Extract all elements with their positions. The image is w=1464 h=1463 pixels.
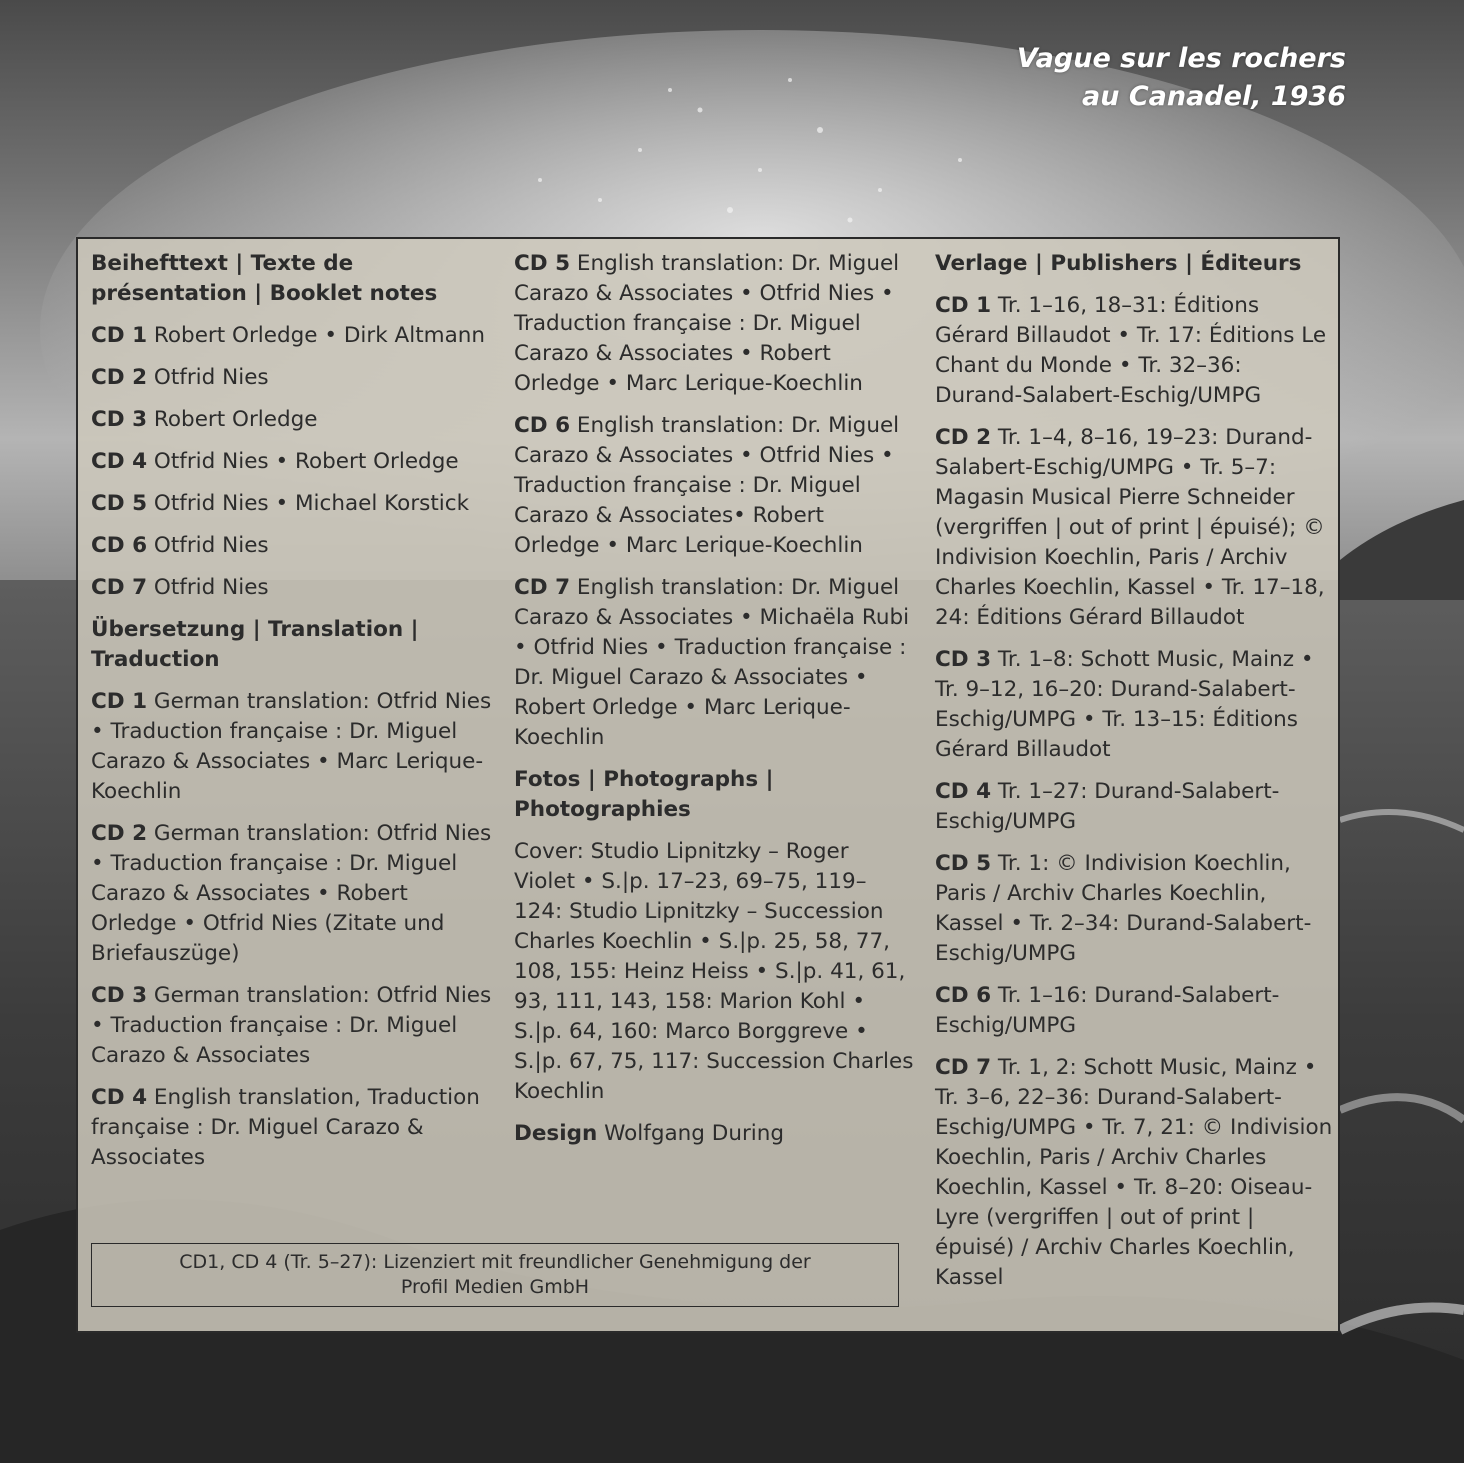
- publisher-entry: CD 2 Tr. 1–4, 8–16, 19–23: Durand-Salabert-Eschig/UMPG • Tr. 5–7: Magasin Musical Pierre Schneider (vergriffen | out of print | épuisé); © Indivision Koechlin, Paris / Archiv Charles Koechlin, Kassel • Tr. 17–18, 24: Éditions Gérard Billaudot: [935, 425, 1325, 630]
- translation-entry: CD 3 German translation: Otfrid Nies • Traduction française : Dr. Miguel Carazo & Associates: [91, 983, 492, 1068]
- credits-column-2: [514, 249, 914, 1161]
- license-line-1: CD1, CD 4 (Tr. 5–27): Lizenziert mit freundlicher Genehmigung der: [179, 1251, 811, 1273]
- credit-entry: CD 7 Otfrid Nies: [91, 575, 269, 600]
- photo-credits: Cover: Studio Lipnitzky – Roger Violet • S.|p. 17–23, 69–75, 119–124: Studio Lipnitzky – Succession Charles Koechlin • S.|p. 25, 58, 77, 108, 155: Heinz Heiss • S.|p. 41, 61, 93, 111, 143, 158: Marion Kohl • S.|p. 64, 160: Marco Borggreve • S.|p. 67, 75, 117: Succession Charles Koechlin: [514, 839, 914, 1104]
- section-heading-publishers: Verlage | Publishers | Éditeurs: [935, 251, 1302, 276]
- credit-entry: CD 6 Otfrid Nies: [91, 533, 269, 558]
- caption-line-2: au Canadel, 1936: [1081, 81, 1346, 112]
- photo-caption: [1017, 40, 1346, 116]
- translation-entry: CD 2 German translation: Otfrid Nies • Traduction française : Dr. Miguel Carazo & Associates • Robert Orledge • Otfrid Nies (Zitate und Briefauszüge): [91, 821, 492, 966]
- translation-entry: CD 4 English translation, Traduction française : Dr. Miguel Carazo & Associates: [91, 1085, 480, 1170]
- publisher-entry: CD 7 Tr. 1, 2: Schott Music, Mainz • Tr. 3–6, 22–36: Durand-Salabert-Eschig/UMPG • Tr. 7, 21: © Indivision Koechlin, Paris / Archiv Charles Koechlin, Kassel • Tr. 8–20: Oiseau-Lyre (vergriffen | out of print | épuisé) / Archiv Charles Koechlin, Kassel: [935, 1055, 1333, 1290]
- section-heading-booklet-notes: Beihefttext | Texte de présentation | Booklet notes: [91, 251, 438, 306]
- credit-entry: CD 4 Otfrid Nies • Robert Orledge: [91, 449, 459, 474]
- credits-column-1: [91, 249, 496, 1185]
- translation-entry: CD 6 English translation: Dr. Miguel Carazo & Associates • Otfrid Nies • Traduction française : Dr. Miguel Carazo & Associates• Robert Orledge • Marc Lerique-Koechlin: [514, 413, 900, 558]
- license-line-2: Profil Medien GmbH: [400, 1276, 590, 1298]
- translation-entry: CD 5 English translation: Dr. Miguel Carazo & Associates • Otfrid Nies • Traduction française : Dr. Miguel Carazo & Associates • Robert Orledge • Marc Lerique-Koechlin: [514, 251, 900, 396]
- caption-line-1: Vague sur les rochers: [1016, 43, 1346, 74]
- design-credit: Design Wolfgang During: [514, 1121, 785, 1146]
- section-heading-translation: Übersetzung | Translation | Traduction: [91, 617, 419, 672]
- publisher-entry: CD 4 Tr. 1–27: Durand-Salabert-Eschig/UMPG: [935, 779, 1280, 834]
- translation-entry: CD 1 German translation: Otfrid Nies • Traduction française : Dr. Miguel Carazo & Associates • Marc Lerique-Koechlin: [91, 689, 492, 804]
- section-heading-photographs: Fotos | Photographs | Photographies: [514, 767, 774, 822]
- credit-entry: CD 2 Otfrid Nies: [91, 365, 269, 390]
- publisher-entry: CD 5 Tr. 1: © Indivision Koechlin, Paris / Archiv Charles Koechlin, Kassel • Tr. 2–34: Durand-Salabert-Eschig/UMPG: [935, 851, 1312, 966]
- publisher-entry: CD 6 Tr. 1–16: Durand-Salabert-Eschig/UMPG: [935, 983, 1280, 1038]
- credit-entry: CD 3 Robert Orledge: [91, 407, 318, 432]
- credits-panel: [76, 237, 1340, 1333]
- credit-entry: CD 5 Otfrid Nies • Michael Korstick: [91, 491, 470, 516]
- publisher-entry: CD 3 Tr. 1–8: Schott Music, Mainz • Tr. 9–12, 16–20: Durand-Salabert-Eschig/UMPG • Tr. 13–15: Éditions Gérard Billaudot: [935, 647, 1314, 762]
- publisher-entry: CD 1 Tr. 1–16, 18–31: Éditions Gérard Billaudot • Tr. 17: Éditions Le Chant du Monde • Tr. 32–36: Durand-Salabert-Eschig/UMPG: [935, 293, 1327, 408]
- translation-entry: CD 7 English translation: Dr. Miguel Carazo & Associates • Michaëla Rubi • Otfrid Nies • Traduction française : Dr. Miguel Carazo & Associates • Robert Orledge • Marc Lerique-Koechlin: [514, 575, 910, 750]
- credits-column-3: [935, 249, 1335, 1305]
- credit-entry: CD 1 Robert Orledge • Dirk Altmann: [91, 323, 485, 348]
- license-notice-box: [91, 1243, 899, 1307]
